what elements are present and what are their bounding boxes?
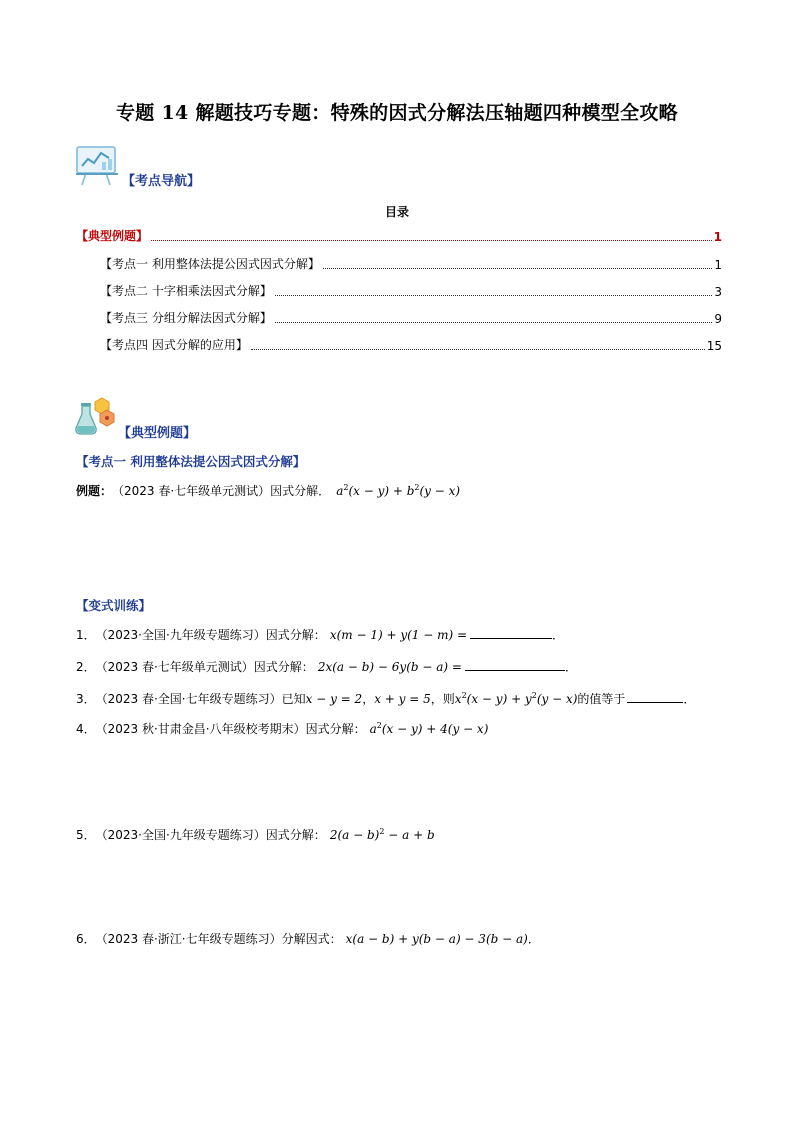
problem-text: ，则 bbox=[430, 692, 455, 706]
problem-end: ． bbox=[552, 628, 565, 642]
section-highlight: 整体法提公因式 bbox=[155, 454, 243, 469]
problem-number: 4． bbox=[76, 722, 96, 736]
problem-number: 3． bbox=[76, 692, 96, 706]
page-title: 专题 14 解题技巧专题：特殊的因式分解法压轴题四种模型全攻略 bbox=[116, 102, 678, 124]
math-sup: 2 bbox=[376, 721, 382, 730]
problem-math bbox=[330, 827, 435, 842]
nav-header bbox=[74, 140, 200, 189]
toc-row-topic1[interactable] bbox=[100, 256, 722, 272]
problem-number: 2． bbox=[76, 660, 96, 674]
problem-6 bbox=[76, 930, 540, 947]
toc-leader bbox=[151, 240, 712, 241]
toc-row-topic4[interactable] bbox=[100, 337, 722, 353]
toc-row-topic2[interactable] bbox=[100, 283, 722, 299]
problem-number: 6． bbox=[76, 932, 96, 946]
problem-5 bbox=[76, 826, 435, 843]
toc-label: 【考点四 因式分解的应用】 bbox=[100, 338, 248, 352]
problem-end: ． bbox=[683, 692, 696, 706]
toc-leader bbox=[275, 295, 713, 296]
example-text: （2023 春·七年级单元测试）因式分解． bbox=[112, 484, 331, 498]
problem-text: 的值等于 bbox=[577, 692, 626, 706]
answer-blank[interactable] bbox=[470, 626, 552, 639]
math-part: a bbox=[336, 484, 344, 498]
examples-header bbox=[74, 392, 196, 441]
math-sup: 2 bbox=[379, 827, 385, 836]
toc-page: 9 bbox=[714, 312, 722, 326]
math-part: (x − y) + 4(y − x) bbox=[381, 722, 489, 736]
math-sup: 2 bbox=[343, 483, 349, 492]
section-suffix: 因式分解】 bbox=[242, 454, 306, 469]
problem-math: 2x(a − b) − 6y(b − a) = bbox=[317, 660, 462, 674]
math-part: 2(a − b) bbox=[329, 828, 380, 842]
nav-header-label: 【考点导航】 bbox=[122, 174, 201, 189]
toc-label: 【考点二 十字相乘法因式分解】 bbox=[100, 284, 272, 298]
problem-math bbox=[370, 721, 489, 736]
toc-label: 【典型例题】 bbox=[76, 229, 149, 243]
problem-text: ， bbox=[362, 692, 375, 706]
problem-text: （2023·全国·九年级专题练习）因式分解： bbox=[95, 628, 326, 642]
problem-text: （2023 春·全国·七年级专题练习）已知 bbox=[95, 692, 306, 706]
problem-text: （2023 春·七年级单元测试）因式分解： bbox=[95, 660, 314, 674]
toc-row-examples[interactable] bbox=[76, 228, 722, 244]
toc-leader bbox=[275, 322, 713, 323]
problem-number: 1． bbox=[76, 628, 96, 642]
math-part: (x − y) + b bbox=[348, 484, 415, 498]
math-part: (y − x) bbox=[419, 484, 461, 498]
examples-header-label: 【典型例题】 bbox=[118, 426, 197, 441]
toc-page: 1 bbox=[713, 230, 722, 244]
math-sup: 2 bbox=[414, 483, 420, 492]
math-part: (x − y) + y bbox=[466, 692, 532, 706]
problem-3 bbox=[76, 690, 695, 707]
toc-leader bbox=[323, 268, 713, 269]
math-part: a bbox=[369, 722, 377, 736]
problem-text: （2023 秋·甘肃金昌·八年级校考期末）因式分解： bbox=[95, 722, 366, 736]
toc-heading: 目录 bbox=[384, 205, 409, 219]
problem-2 bbox=[76, 658, 577, 675]
problem-text: （2023·全国·九年级专题练习）因式分解： bbox=[95, 828, 326, 842]
math-part: x bbox=[454, 692, 462, 706]
practice-heading: 【变式训练】 bbox=[76, 598, 152, 613]
answer-blank[interactable] bbox=[627, 690, 683, 703]
example-label: 例题： bbox=[76, 484, 113, 498]
problem-4 bbox=[76, 720, 488, 737]
toc-label: 【考点一 利用整体法提公因式因式分解】 bbox=[100, 257, 320, 271]
answer-blank[interactable] bbox=[465, 658, 565, 671]
problem-number: 5． bbox=[76, 828, 96, 842]
example-math bbox=[336, 483, 460, 498]
toc-label: 【考点三 分组分解法因式分解】 bbox=[100, 311, 272, 325]
math-part: − a + b bbox=[384, 828, 435, 842]
section-topic1-heading bbox=[76, 452, 305, 470]
toc-page: 15 bbox=[706, 339, 722, 353]
math-part: (y − x) bbox=[536, 692, 578, 706]
problem-math bbox=[455, 691, 578, 706]
problem-math: x(m − 1) + y(1 − m) = bbox=[329, 628, 468, 642]
problem-1 bbox=[76, 626, 564, 643]
section-prefix: 【考点一 利用 bbox=[76, 454, 156, 469]
problem-end: ． bbox=[527, 932, 540, 946]
problem-end: ． bbox=[564, 660, 577, 674]
problem-text: （2023 春·浙江·七年级专题练习）分解因式： bbox=[95, 932, 342, 946]
problem-math: x(a − b) + y(b − a) − 3(b − a) bbox=[345, 932, 528, 946]
example-problem bbox=[76, 482, 460, 499]
problem-math: x + y = 5 bbox=[374, 692, 431, 706]
whiteboard-chart-icon bbox=[74, 144, 120, 186]
toc-leader bbox=[251, 349, 705, 350]
math-sup: 2 bbox=[461, 691, 467, 700]
toc-page: 1 bbox=[714, 258, 722, 272]
toc-page: 3 bbox=[714, 285, 722, 299]
toc-row-topic3[interactable] bbox=[100, 310, 722, 326]
math-sup: 2 bbox=[531, 691, 537, 700]
flask-hexagon-icon bbox=[74, 396, 116, 438]
problem-math: x − y = 2 bbox=[305, 692, 363, 706]
